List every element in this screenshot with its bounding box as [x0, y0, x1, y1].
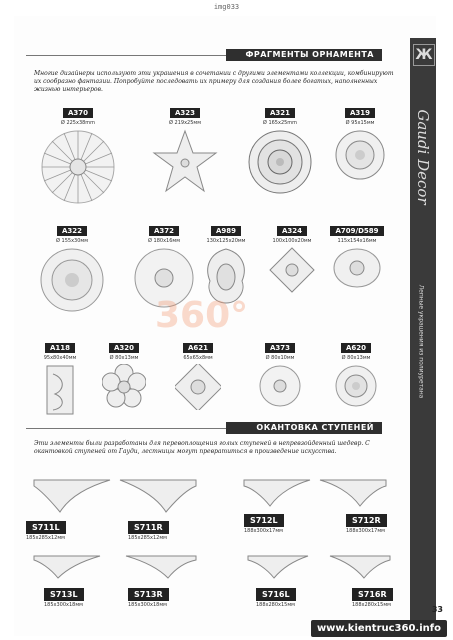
product-code: A324: [277, 226, 307, 236]
product-size: 95x80x40мм: [43, 355, 77, 361]
flower-rosette-image: [102, 364, 146, 408]
rosette-image: [247, 129, 313, 195]
product-code: S716R: [352, 588, 393, 601]
product-s711r[interactable]: [128, 515, 188, 541]
product-size: Ø 80x13мм: [109, 355, 139, 361]
product-s713r[interactable]: [128, 582, 188, 608]
product-code: A118: [45, 343, 75, 353]
product-code: S711L: [26, 521, 66, 534]
section-intro-stairs: Эти элементы были разработаны для перевоплощения голых ступеней в непревзойденный шедевр. С окантовкой ступеней от Гауди, лестницы могут превратиться в произведение искусства.: [34, 440, 370, 455]
stair-bracket-image: [30, 552, 200, 582]
product-a621[interactable]: [168, 335, 228, 414]
product-s716l[interactable]: [256, 582, 316, 608]
product-code: A370: [63, 108, 93, 118]
product-size: 185x300x18мм: [128, 602, 167, 608]
product-s713l[interactable]: [44, 582, 104, 608]
product-size: 130x125x20мм: [206, 238, 246, 244]
product-size: Ø 180x16мм: [148, 238, 180, 244]
section-title-ornaments: ФРАГМЕНТЫ ОРНАМЕНТА: [226, 49, 382, 61]
product-size: Ø 165x25mm: [262, 120, 298, 126]
product-size: 100x100x20мм: [272, 238, 312, 244]
square-rosette-image: [269, 247, 315, 293]
product-size: Ø 95x15мм: [345, 120, 375, 126]
product-code: A621: [183, 343, 213, 353]
stair-bracket-image: [30, 476, 200, 516]
product-code: A319: [345, 108, 375, 118]
product-code: S712L: [244, 514, 284, 527]
section-intro-ornaments: Многие дизайнеры используют эти украшения в сочетании с другими элементами коллекции, комбинируют их сообразно фантазии. Попробуйте последовать их примеру для создания более богатых, наполненных жизнью интерьеров.: [34, 70, 394, 93]
product-a322[interactable]: [32, 218, 112, 317]
product-code: S716L: [256, 588, 296, 601]
product-size: Ø 225x38mm: [60, 120, 96, 126]
section-title-stairs: ОКАНТОВКА СТУПЕНЕЙ: [226, 422, 382, 434]
product-code: A320: [109, 343, 139, 353]
product-size: Ø 80x10мм: [265, 355, 295, 361]
product-a709-d589[interactable]: [322, 218, 392, 293]
product-size: 185x285x12мм: [26, 535, 65, 541]
product-size: 188x280x15мм: [352, 602, 391, 608]
flower-rosette-image: [258, 364, 302, 408]
brand-name: Gaudi Decor: [414, 109, 432, 205]
rosette-image: [39, 247, 105, 313]
stair-bracket-image: [244, 552, 394, 582]
product-a319[interactable]: [330, 100, 390, 185]
product-code: A709/D589: [330, 226, 383, 236]
product-size: Ø 155x30мм: [56, 238, 88, 244]
product-size: 185x285x12мм: [128, 535, 167, 541]
square-rosette-image: [175, 364, 221, 410]
product-a118[interactable]: [30, 335, 90, 420]
brand-sidebar: [410, 38, 436, 628]
product-code: A989: [211, 226, 241, 236]
product-code: S713R: [128, 588, 169, 601]
product-size: 188x280x15мм: [256, 602, 295, 608]
page-number: 33: [431, 605, 443, 614]
brand-subtitle: Лепные украшения из полиуретана: [417, 284, 425, 399]
brand-logo-icon: Ж: [413, 44, 435, 66]
section-rule: [26, 428, 226, 429]
product-a323[interactable]: [150, 100, 220, 199]
rosette-image: [334, 364, 378, 408]
product-size: 188x300x17мм: [244, 528, 283, 534]
product-code: A620: [341, 343, 371, 353]
product-a373[interactable]: [250, 335, 310, 412]
product-code: S713L: [44, 588, 84, 601]
product-a324[interactable]: [262, 218, 322, 297]
corbel-image: [45, 364, 75, 416]
product-s712r[interactable]: [346, 508, 406, 534]
star-image: [152, 129, 218, 195]
product-code: A322: [57, 226, 87, 236]
product-a321[interactable]: [240, 100, 320, 199]
product-size: 185x300x18мм: [44, 602, 83, 608]
rosette-image: [332, 247, 382, 289]
product-s711l[interactable]: [26, 515, 86, 541]
product-size: 65x65x8мм: [183, 355, 213, 361]
product-size: Ø 80x13мм: [341, 355, 371, 361]
product-code: A323: [170, 108, 200, 118]
product-code: A321: [265, 108, 295, 118]
product-size: Ø 219x25мм: [169, 120, 201, 126]
section-rule: [26, 55, 226, 56]
product-size: 188x300x17мм: [346, 528, 385, 534]
product-s712l[interactable]: [244, 508, 304, 534]
product-a620[interactable]: [326, 335, 386, 412]
site-url[interactable]: www.kientruc360.info: [311, 620, 447, 637]
product-a320[interactable]: [94, 335, 154, 412]
product-size: 115x154x16мм: [337, 238, 377, 244]
product-code: A372: [149, 226, 179, 236]
watermark-logo: 360°: [155, 295, 249, 336]
product-code: A373: [265, 343, 295, 353]
rosette-image: [334, 129, 386, 181]
rosette-image: [40, 129, 116, 205]
file-label: img033: [213, 3, 240, 11]
product-code: S711R: [128, 521, 169, 534]
product-s716r[interactable]: [352, 582, 412, 608]
product-code: S712R: [346, 514, 387, 527]
product-a370[interactable]: [38, 100, 118, 209]
stair-bracket-image: [240, 476, 390, 510]
